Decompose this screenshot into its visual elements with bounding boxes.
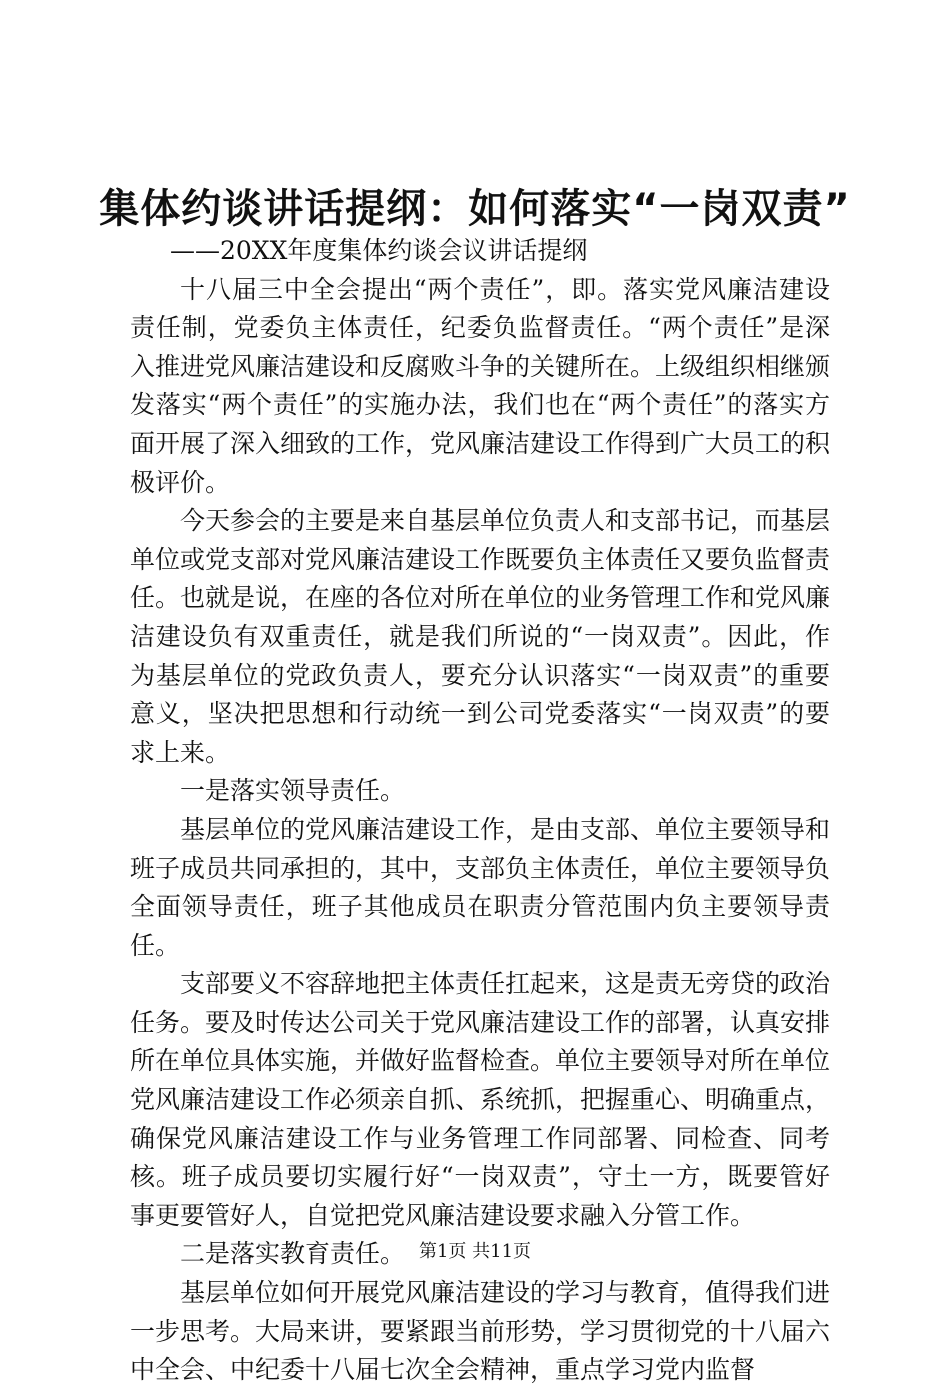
- section-heading-leadership: 一是落实领导责任。: [180, 776, 406, 806]
- paragraph-leadership-duties: 支部要义不容辞地把主体责任扛起来，这是责无旁贷的政治任务。要及时传达公司关于党风廉洁建设工作的部署，认真安排所在单位具体实施，并做好监督检查。单位主要领导对所在单位党风廉洁建设工作必须亲自抓、系统抓，把握重心、明确重点，确保党风廉洁建设工作与业务管理工作同部署、同检查、同考核。班子成员要切实履行好“一岗双责”，守土一方，既要管好事更要管好人，自觉把党风廉洁建设要求融入分管工作。: [130, 969, 831, 1230]
- paragraph-intro: 十八届三中全会提出“两个责任”，即。落实党风廉洁建设责任制，党委负主体责任，纪委负监督责任。“两个责任”是深入推进党风廉洁建设和反腐败斗争的关键所在。上级组织相继颁发落实“两个责任”的实施办法，我们也在“两个责任”的落实方面开展了深入细致的工作，党风廉洁建设工作得到广大员工的积极评价。: [130, 274, 831, 497]
- paragraph-leadership-structure: 基层单位的党风廉洁建设工作，是由支部、单位主要领导和班子成员共同承担的，其中，支部负主体责任，单位主要领导负全面领导责任，班子其他成员在职责分管范围内负主要领导责任。: [130, 814, 831, 960]
- page-number-footer: 第1页 共11页: [418, 1241, 532, 1262]
- document-subtitle: ——20XX年度集体约谈会议讲话提纲: [170, 236, 588, 265]
- document-body: [130, 232, 830, 1390]
- document-title: 集体约谈讲话提纲：如何落实“一岗双责”: [99, 185, 851, 232]
- section-heading-education: 二是落实教育责任。: [180, 1239, 406, 1269]
- paragraph-education: 基层单位如何开展党风廉洁建设的学习与教育，值得我们进一步思考。大局来讲，要紧跟当前形势，学习贯彻党的十八届六中全会、中纪委十八届七次全会精神，重点学习党内监督: [130, 1278, 831, 1385]
- paragraph-attendees: 今天参会的主要是来自基层单位负责人和支部书记，而基层单位或党支部对党风廉洁建设工作既要负主体责任又要负监督责任。也就是说，在座的各位对所在单位的业务管理工作和党风廉洁建设负有双重责任，就是我们所说的“一岗双责”。因此，作为基层单位的党政负责人，要充分认识落实“一岗双责”的重要意义，坚决把思想和行动统一到公司党委落实“一岗双责”的要求上来。: [130, 506, 831, 767]
